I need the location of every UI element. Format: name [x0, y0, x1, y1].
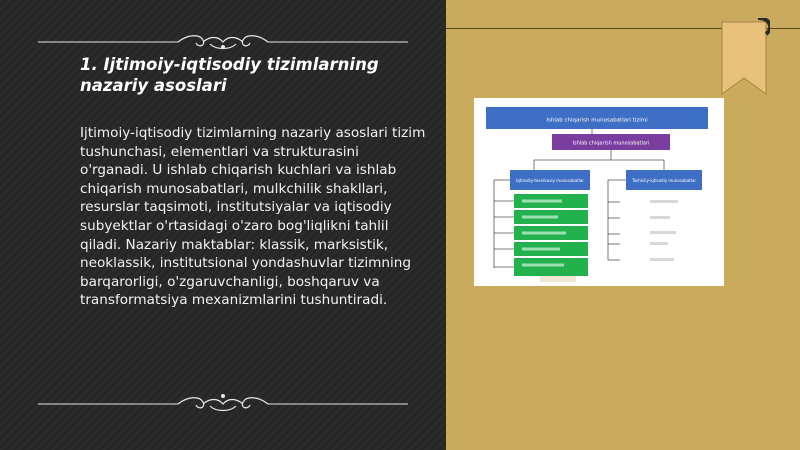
- ornament-bottom-icon: [38, 392, 408, 412]
- diagram-image: [474, 98, 724, 286]
- diagram-right-header-label: Tashkiliy-iqtisodiy munosabatlar: [631, 178, 697, 183]
- diagram-left-header-label: Iqtisodiy-texnikaviy munosabatlar: [516, 178, 584, 183]
- bookmark-ribbon-icon: [718, 18, 770, 98]
- diagram-top-box-label: Ishlab chiqarish munosabatlari tizimi: [546, 117, 648, 124]
- slide-body-text: Ijtimoiy-iqtisodiy tizimlarning nazariy asoslari tizim tushunchasi, elementlari va strukturasini o'rganadi. U ishlab chiqarish kuchlari va ishlab chiqarish munosabatlari, mulkchilik shakllari, resurslar taqsimoti, institutsiyalar va iqtisodiy subyektlar o'rtasidagi o'zaro bog'liqlikni tahlil qiladi. Nazariy maktablar: klassik, marksistik, neoklassik, institutsional yondashuvlar tizimning barqarorligi, o'zgaruvchanligi, boshqaruv va transformatsiya mexanizmlarini tushuntiradi.: [80, 125, 426, 309]
- diagram-second-box-label: Ishlab chiqarish munosabatlari: [572, 140, 650, 147]
- slide-title: 1. Ijtimoiy-iqtisodiy tizimlarning nazariy asoslari: [80, 55, 379, 95]
- ornament-top-icon: [38, 32, 408, 52]
